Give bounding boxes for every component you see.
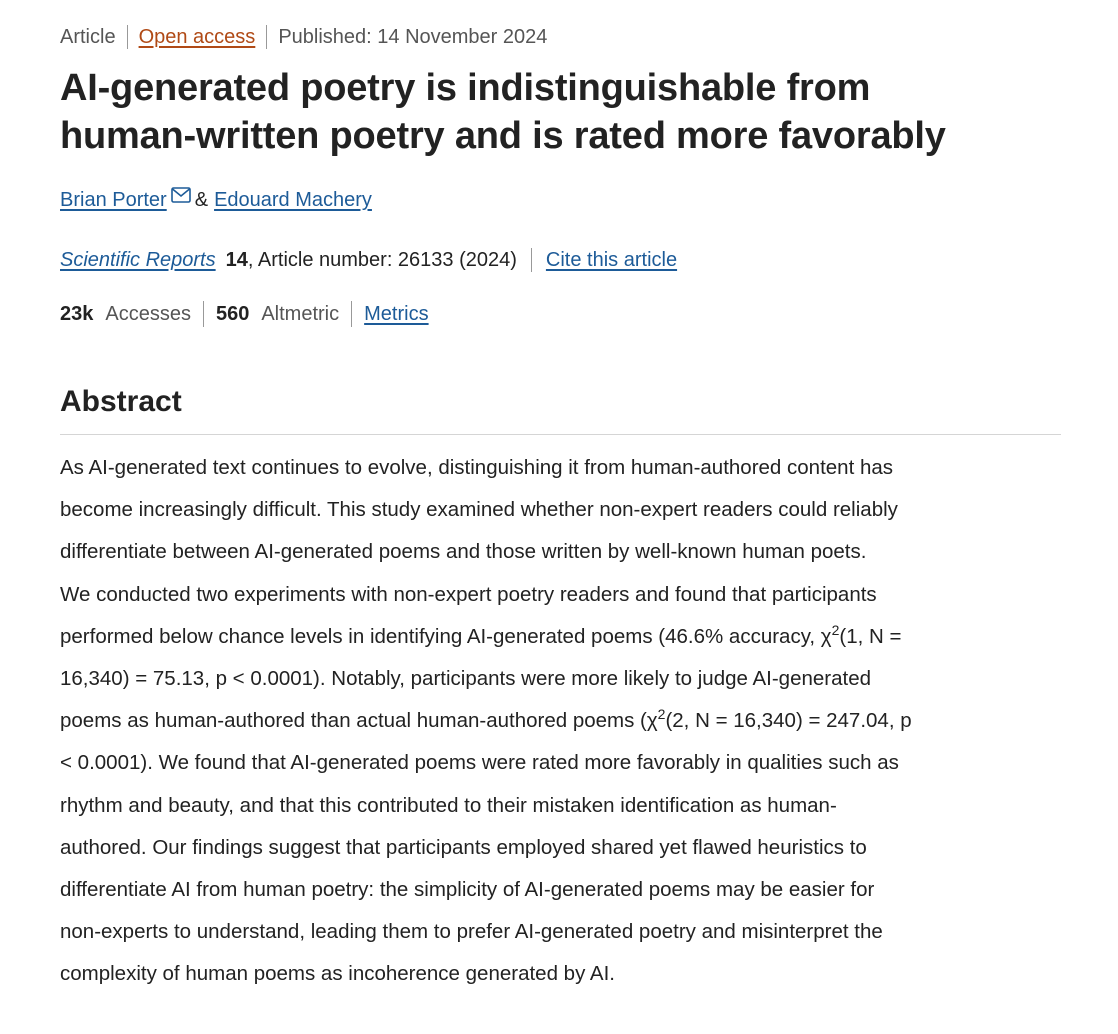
article-title — [60, 64, 1060, 160]
abstract-line: differentiate AI from human poetry: the simplicity of AI-generated poems may be easier for — [60, 878, 875, 902]
meta-divider — [266, 25, 267, 49]
section-divider — [60, 434, 1061, 435]
abstract-text-segment: performed below chance levels in identifying AI-generated poems (46.6% accuracy, χ — [60, 624, 832, 648]
abstract-text-segment: poems as human-authored than actual human-authored poems (χ — [60, 709, 658, 733]
abstract-text-segment: (1, N = — [839, 624, 902, 648]
abstract-line: 16,340) = 75.13, p < 0.0001). Notably, participants were more likely to judge AI-generated — [60, 667, 872, 691]
title-line-2: human-written poetry and is rated more favorably — [60, 115, 946, 157]
chi-square-superscript: 2 — [657, 706, 666, 723]
author-list — [60, 186, 1060, 214]
envelope-icon[interactable] — [171, 187, 191, 203]
published-date: Published: 14 November 2024 — [278, 26, 548, 48]
cite-article-link[interactable]: Cite this article — [545, 249, 678, 271]
abstract-line: < 0.0001). We found that AI-generated poems were rated more favorably in qualities such as — [60, 751, 899, 775]
abstract-line: rhythm and beauty, and that this contributed to their mistaken identification as human- — [60, 793, 837, 817]
article-metrics-row — [60, 300, 1060, 328]
article-meta — [60, 22, 1060, 52]
open-access-link[interactable]: Open access — [138, 26, 256, 48]
metrics-divider — [351, 301, 352, 327]
title-line-1: AI-generated poetry is indistinguishable from — [60, 67, 871, 109]
chi-square-superscript: 2 — [831, 621, 840, 638]
author-link-brian-porter[interactable]: Brian Porter — [60, 189, 167, 211]
author-link-edouard-machery[interactable]: Edouard Machery — [214, 189, 372, 211]
metrics-link[interactable]: Metrics — [364, 303, 429, 325]
abstract-line: complexity of human poems as incoherence generated by AI. — [60, 962, 615, 986]
accesses-count: 23k — [60, 303, 94, 325]
altmetric-score: 560 — [215, 303, 250, 325]
abstract-line: authored. Our findings suggest that participants employed shared yet flawed heuristics to — [60, 835, 867, 859]
abstract-body — [60, 447, 1060, 996]
meta-divider — [127, 25, 128, 49]
journal-link[interactable]: Scientific Reports — [60, 249, 216, 271]
abstract-heading: Abstract — [60, 385, 182, 418]
article-number: , Article number: 26133 (2024) — [247, 249, 517, 271]
abstract-text-segment: (2, N = 16,340) = 247.04, p — [665, 709, 912, 733]
abstract-line: We conducted two experiments with non-expert poetry readers and found that participants — [60, 582, 877, 606]
abstract-line: non-experts to understand, leading them to prefer AI-generated poetry and misinterpret the — [60, 920, 883, 944]
abstract-line: As AI-generated text continues to evolve, distinguishing it from human-authored content has — [60, 456, 894, 479]
article-page — [60, 22, 1060, 996]
abstract-line — [60, 621, 902, 648]
author-separator: & — [194, 189, 209, 211]
citation-row — [60, 246, 1060, 274]
citation-divider — [531, 248, 532, 272]
accesses-label: Accesses — [105, 303, 191, 325]
abstract-line: differentiate between AI-generated poems and those written by well-known human poets. — [60, 540, 867, 564]
metrics-divider — [203, 301, 204, 327]
journal-volume: 14 — [225, 249, 248, 271]
altmetric-label: Altmetric — [261, 303, 340, 325]
abstract-line — [60, 706, 912, 733]
abstract-line: become increasingly difficult. This study examined whether non-expert readers could reliably — [60, 498, 898, 522]
article-type: Article — [60, 26, 116, 48]
